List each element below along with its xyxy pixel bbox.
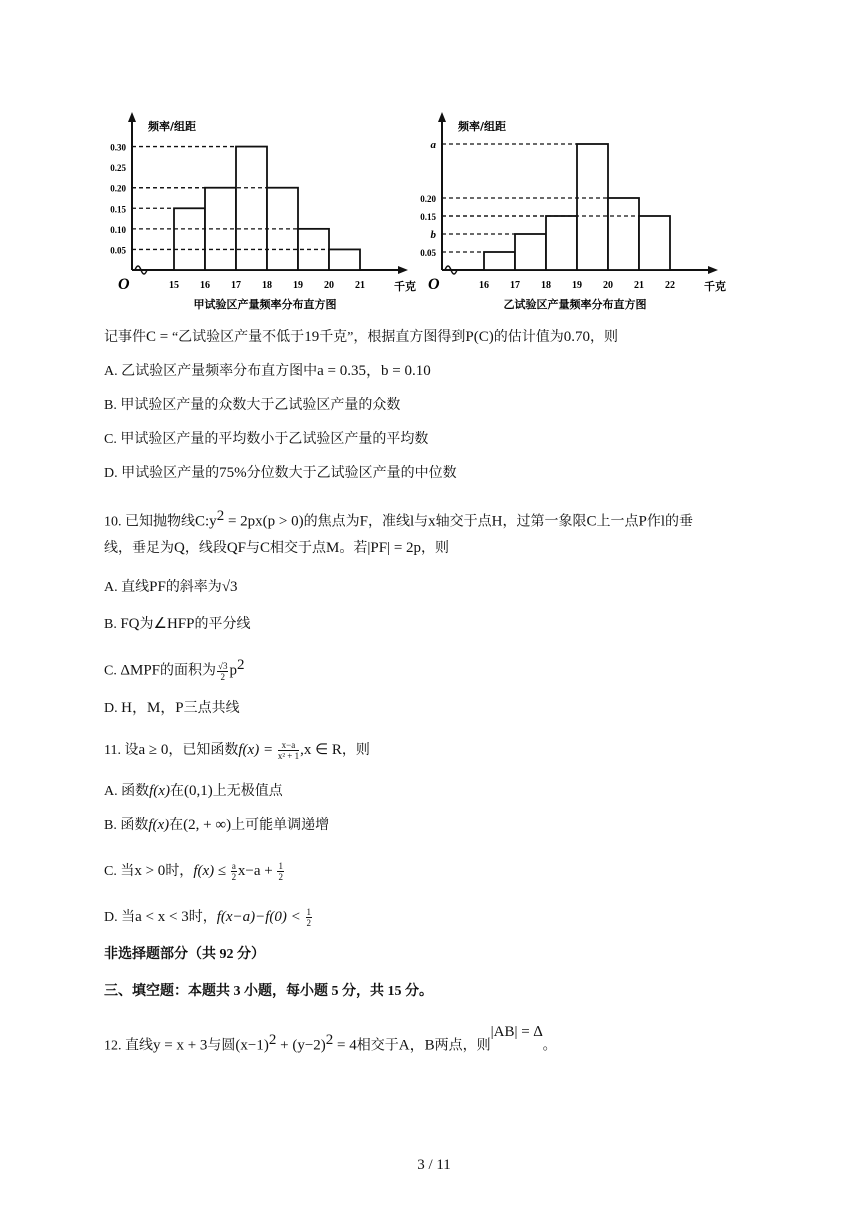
histogram-bar	[329, 249, 360, 270]
t: 相交于点	[270, 541, 327, 556]
t: x−a	[278, 740, 299, 751]
t: 的估计值为	[493, 330, 564, 345]
t: f(x−a)−f(0) <	[216, 909, 305, 925]
t: ，则	[421, 541, 450, 556]
t: x > 0	[134, 863, 166, 879]
t: 的平分线	[194, 617, 251, 632]
y-tick-label: a	[430, 139, 436, 151]
t: 与圆	[207, 1038, 236, 1054]
x-tick-label: 19	[572, 280, 582, 291]
histogram-jia-svg	[100, 110, 430, 320]
t: = 2px(p > 0)	[224, 513, 304, 530]
t: 上无极值点	[212, 784, 283, 799]
t: 线，垂足为	[104, 541, 174, 556]
t: 1	[278, 861, 283, 872]
t: x² + 1	[277, 751, 300, 762]
t: p	[229, 662, 237, 679]
y-arrow	[128, 112, 136, 122]
histogram-yi	[410, 110, 740, 320]
t: f(x)	[149, 783, 170, 799]
origin-label: O	[118, 276, 130, 293]
t: C. 当	[104, 864, 135, 879]
t: + (y−2)	[276, 1037, 326, 1054]
q11-option-d	[104, 907, 313, 928]
y-arrow	[438, 112, 446, 122]
x-tick-label: 16	[479, 280, 489, 291]
y-tick-label: 0.05	[420, 248, 436, 258]
histogram-bar	[546, 216, 577, 270]
t: M	[326, 540, 340, 556]
t: 在	[169, 818, 184, 833]
chart-title: 甲试验区产量频率分布直方图	[193, 298, 337, 311]
section-non-choice	[104, 945, 265, 965]
x-tick-label: 18	[262, 280, 272, 291]
t: 分位数大于乙试验区产量的中位数	[246, 466, 457, 481]
t: 千克”，根据直方图得到	[319, 330, 466, 345]
t: 与	[246, 541, 261, 556]
histogram-bar	[639, 216, 670, 270]
t: √3	[221, 579, 238, 595]
t: 10. 已知抛物线	[104, 514, 195, 530]
t: B. 函数	[104, 818, 149, 833]
q10-option-b	[104, 614, 251, 635]
t: x	[428, 513, 436, 530]
t: a = 0.35，b = 0.10	[317, 363, 431, 379]
t: B. 甲试验区产量的众数大于乙试验区产量的众数	[104, 398, 401, 413]
t: 三、填空题：本题共 3 小题，每小题 5 分，共 15 分。	[104, 984, 433, 999]
t: 时，	[165, 864, 194, 879]
q11-option-c	[104, 861, 285, 882]
x-tick-label: 19	[293, 280, 303, 291]
t: C	[586, 513, 597, 530]
page-number: 3 / 11	[417, 1157, 451, 1173]
x-tick-label: 17	[510, 280, 520, 291]
t: ，已知函数	[168, 743, 239, 758]
t: 作	[646, 514, 661, 530]
t: 轴交于点	[435, 514, 492, 530]
t: y = x + 3	[153, 1037, 208, 1054]
t: 三点共线	[183, 701, 240, 716]
t: C:y	[195, 513, 217, 530]
y-tick-label: 0.20	[110, 183, 126, 194]
t: P	[638, 513, 647, 530]
t: f(x) ≤	[193, 863, 230, 879]
t: 非选择题部分（共 92 分）	[104, 947, 265, 962]
x-tick-label: 17	[231, 280, 241, 291]
t: 1	[306, 907, 312, 918]
t: 两点，则	[434, 1038, 491, 1054]
t: 的面积为	[160, 663, 217, 679]
t: D. 甲试验区产量的	[104, 466, 220, 481]
t: (x−1)	[235, 1037, 269, 1054]
y-tick-label: 0.05	[110, 245, 126, 256]
t: x−a +	[237, 863, 277, 879]
t: a < x < 3	[135, 909, 189, 925]
t: ，则	[341, 743, 370, 758]
t: 与	[414, 514, 429, 530]
t: 。	[542, 1038, 557, 1054]
histogram-bar	[174, 208, 205, 270]
x-tick-label: 18	[541, 280, 551, 291]
t: a ≥ 0	[138, 742, 169, 758]
x-tick-label: 16	[200, 280, 210, 291]
t: 2	[278, 872, 283, 883]
y-tick-label: 0.30	[110, 142, 126, 153]
t: 为	[139, 617, 154, 632]
x-tick-label: 20	[324, 280, 334, 291]
t: 75%	[219, 465, 247, 481]
y-tick-label: 0.15	[110, 204, 126, 215]
y-tick-label: 0.20	[420, 194, 436, 204]
t: l	[660, 513, 665, 530]
t: |PF| = 2p	[367, 540, 422, 556]
t: D.	[104, 701, 122, 716]
x-tick-label: 15	[169, 280, 179, 291]
t: 的垂	[665, 514, 693, 530]
t: a	[231, 861, 236, 872]
x-tick-label: 20	[603, 280, 613, 291]
section-fill-blank	[104, 982, 433, 1002]
histogram-bar	[236, 147, 267, 270]
t: ，过第一象限	[502, 514, 587, 530]
origin-label: O	[428, 276, 440, 293]
t: ∠HFP	[153, 616, 195, 632]
t: F	[359, 513, 368, 530]
t: C.	[104, 663, 121, 679]
q9-option-d	[104, 463, 457, 484]
t: = 4	[333, 1037, 357, 1054]
t: ，准线	[367, 514, 410, 530]
x-axis-unit: 千克	[704, 280, 726, 293]
y-tick-label: 0.25	[110, 163, 126, 174]
q11-option-b	[104, 815, 329, 836]
y-axis-label: 频率/组距	[458, 120, 507, 133]
t: A. 函数	[104, 784, 150, 799]
t: 11. 设	[104, 743, 139, 758]
t: (2, + ∞)	[183, 817, 232, 833]
t: ，线段	[184, 541, 227, 556]
t: 2	[306, 918, 312, 929]
t: 上可能单调递增	[231, 818, 330, 833]
t: 时，	[188, 910, 217, 925]
t: Q	[174, 540, 185, 556]
answer-blank: ∆	[533, 1023, 543, 1040]
t: √3	[218, 660, 228, 671]
t: C. 甲试验区产量的平均数小于乙试验区产量的平均数	[104, 432, 429, 447]
histogram-bar	[515, 234, 546, 270]
y-tick-label: b	[430, 229, 436, 241]
q9-option-a	[104, 361, 431, 382]
histogram-bar	[577, 144, 608, 270]
t: P(C)	[465, 329, 494, 345]
x-tick-label: 22	[665, 280, 675, 291]
t: D. 当	[104, 910, 136, 925]
y-axis-label: 频率/组距	[148, 120, 197, 133]
q10-line2	[104, 538, 449, 559]
q10-option-c: C. ΔMPF的面积为 $\frac{√3}{2}$ $p^2$	[104, 657, 245, 682]
histogram-yi-svg	[410, 110, 740, 320]
t: C =	[146, 329, 172, 345]
q9-option-c	[104, 430, 428, 450]
t: 0.70	[563, 329, 590, 345]
t: ，则	[590, 330, 618, 345]
t: l	[409, 513, 415, 530]
x-tick-label: 21	[355, 280, 365, 291]
t: H	[491, 513, 503, 530]
t: f(x)	[148, 817, 170, 833]
t: |AB| =	[490, 1023, 534, 1040]
t: 的斜率为	[165, 580, 222, 595]
t: A. 乙试验区产量频率分布直方图中	[104, 364, 318, 379]
y-tick-label: 0.10	[110, 224, 126, 235]
y-tick-label: 0.15	[420, 212, 436, 222]
histogram-bar	[608, 198, 639, 270]
t: FQ	[120, 616, 140, 632]
t: C	[260, 540, 271, 556]
x-arrow	[398, 266, 408, 274]
histogram-jia	[100, 110, 430, 320]
t: QF	[226, 540, 247, 556]
q11-option-a	[104, 781, 283, 802]
q11-stem	[104, 740, 370, 761]
t: B.	[104, 617, 121, 632]
q10-option-d	[104, 698, 240, 719]
t: 19	[304, 329, 320, 345]
t: 2	[220, 671, 225, 682]
t: H，M，P	[121, 700, 184, 716]
t: 2	[231, 872, 237, 883]
x-axis-unit: 千克	[394, 280, 416, 293]
t: 相交于	[356, 1038, 399, 1054]
t: PF	[149, 579, 166, 595]
t: 上一点	[596, 514, 639, 530]
x-tick-label: 21	[634, 280, 644, 291]
t: 记事件	[104, 330, 146, 345]
q9-option-b	[104, 396, 400, 416]
q10-option-a	[104, 577, 238, 598]
chart-title: 乙试验区产量频率分布直方图	[503, 298, 647, 311]
x-arrow	[708, 266, 718, 274]
t: 12. 直线	[104, 1038, 153, 1054]
t: A，B	[398, 1037, 435, 1054]
histogram-bar	[484, 252, 515, 270]
t: (0,1)	[183, 783, 213, 799]
q10-line1: 10. 已知抛物线$C:y^2 = 2px(p > 0)$的焦点为F，准线l与x轴交于点H，过第一象限C上一点P作l的垂	[104, 508, 693, 530]
t: 在	[169, 784, 184, 799]
t: f(x) =	[238, 742, 277, 758]
q12-stem: 12. 直线y = x + 3与圆$(x-1)^2 + (y-2)^2 = 4$相交于A，B两点，则|AB| = ∆。	[104, 1023, 557, 1054]
t: “乙试验区产量不低于	[171, 330, 305, 345]
t: A. 直线	[104, 580, 150, 595]
t: 。若	[339, 541, 368, 556]
t: ,x ∈ R	[300, 742, 342, 758]
q9-event-line	[104, 327, 618, 348]
t: ΔMPF	[120, 662, 161, 679]
t: 的焦点为	[303, 514, 360, 530]
